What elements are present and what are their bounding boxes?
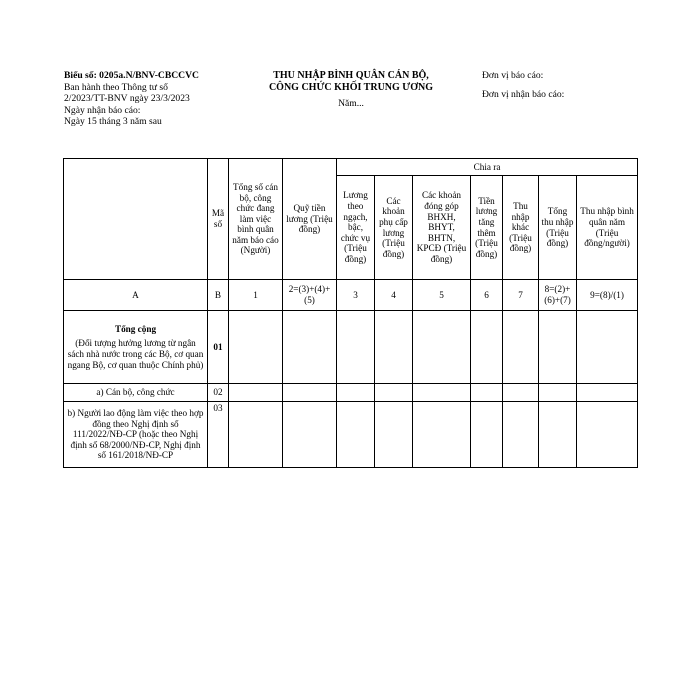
data-cell[interactable] (539, 311, 577, 384)
header-col-5: Các khoản đóng góp BHXH, BHYT, BHTN, KPCĐ (Triệu đồng) (413, 176, 471, 280)
header-col-3: Lương theo ngạch, bậc, chức vụ (Triệu đồng) (337, 176, 375, 280)
data-cell[interactable] (337, 402, 375, 468)
data-cell[interactable] (539, 402, 577, 468)
data-cell[interactable] (503, 311, 539, 384)
header-col-2: Quỹ tiền lương (Triệu đồng) (283, 159, 337, 280)
data-cell[interactable] (283, 384, 337, 402)
table-row (64, 402, 638, 468)
data-cell[interactable] (539, 384, 577, 402)
total-note: (Đối tượng hưởng lương từ ngân sách nhà nước trong các Bộ, cơ quan ngang Bộ, cơ quan thuộc Chính phủ) (67, 338, 204, 370)
header-row-1 (64, 159, 638, 176)
index-cell: 4 (375, 280, 413, 311)
row-label-contract-workers: b) Người lao động làm việc theo hợp đồng theo Nghị định số 111/2022/NĐ-CP (hoặc theo Nghị định số 68/2000/NĐ-CP, Nghị định số 161/2018/NĐ-CP (64, 402, 208, 468)
data-cell[interactable] (577, 384, 638, 402)
row-label-total (64, 311, 208, 384)
data-cell[interactable] (413, 402, 471, 468)
column-index-row (64, 280, 638, 311)
data-cell[interactable] (413, 384, 471, 402)
index-cell: A (64, 280, 208, 311)
title-line-1: THU NHẬP BÌNH QUÂN CÁN BỘ, (273, 70, 429, 81)
income-report-table (63, 158, 638, 468)
receiving-unit-label: Đơn vị nhận báo cáo: (482, 89, 565, 100)
data-cell[interactable] (375, 311, 413, 384)
header-col-8: Tổng thu nhập (Triệu đồng) (539, 176, 577, 280)
row-label-civil-servants: a) Cán bộ, công chức (64, 384, 208, 402)
data-cell[interactable] (471, 384, 503, 402)
index-cell: 1 (229, 280, 283, 311)
header-col-1: Tổng số cán bộ, công chức đang làm việc bình quân năm báo cáo (Người) (229, 159, 283, 280)
index-cell: 3 (337, 280, 375, 311)
table-row (64, 311, 638, 384)
form-number: Biểu số: 0205a.N/BNV-CBCCVC (64, 70, 199, 81)
index-cell: 5 (413, 280, 471, 311)
issued-by-line-2: 2/2023/TT-BNV ngày 23/3/2023 (64, 93, 190, 104)
row-code: 01 (208, 311, 229, 384)
data-cell[interactable] (413, 311, 471, 384)
data-cell[interactable] (503, 384, 539, 402)
index-cell: 9=(8)/(1) (577, 280, 638, 311)
data-cell[interactable] (471, 311, 503, 384)
row-code: 02 (208, 384, 229, 402)
data-cell[interactable] (577, 311, 638, 384)
header-col-4: Các khoản phụ cấp lương (Triệu đồng) (375, 176, 413, 280)
data-cell[interactable] (503, 402, 539, 468)
report-year: Năm... (338, 98, 364, 109)
data-cell[interactable] (283, 311, 337, 384)
index-cell: 6 (471, 280, 503, 311)
header-col-6: Tiền lương tăng thêm (Triệu đồng) (471, 176, 503, 280)
header-group-chia-ra: Chia ra (337, 159, 638, 176)
title-line-2: CÔNG CHỨC KHỐI TRUNG ƯƠNG (268, 82, 434, 93)
data-cell[interactable] (375, 402, 413, 468)
index-cell: 2=(3)+(4)+(5) (283, 280, 337, 311)
data-cell[interactable] (375, 384, 413, 402)
header-empty-cell (64, 159, 208, 280)
receive-date-label: Ngày nhận báo cáo: (64, 104, 141, 116)
data-cell[interactable] (337, 311, 375, 384)
header-col-7: Thu nhập khác (Triệu đồng) (503, 176, 539, 280)
report-title (246, 70, 456, 110)
issued-by-line-1: Ban hành theo Thông tư số (64, 81, 168, 93)
reporting-unit-label: Đơn vị báo cáo: (482, 70, 544, 81)
index-cell: 7 (503, 280, 539, 311)
index-cell: B (208, 280, 229, 311)
data-cell[interactable] (471, 402, 503, 468)
header-col-9: Thu nhập bình quân năm (Triệu đồng/người) (577, 176, 638, 280)
receive-date-value: Ngày 15 tháng 3 năm sau (64, 116, 162, 127)
data-cell[interactable] (229, 402, 283, 468)
data-cell[interactable] (283, 402, 337, 468)
row-code: 03 (208, 402, 229, 468)
table-row (64, 384, 638, 402)
data-cell[interactable] (229, 311, 283, 384)
unit-info (482, 70, 642, 101)
header-ma-so: Mã số (208, 159, 229, 280)
data-cell[interactable] (577, 402, 638, 468)
data-cell[interactable] (229, 384, 283, 402)
index-cell: 8=(2)+(6)+(7) (539, 280, 577, 311)
total-label: Tổng cộng (114, 323, 157, 334)
form-info (64, 70, 234, 128)
data-cell[interactable] (337, 384, 375, 402)
